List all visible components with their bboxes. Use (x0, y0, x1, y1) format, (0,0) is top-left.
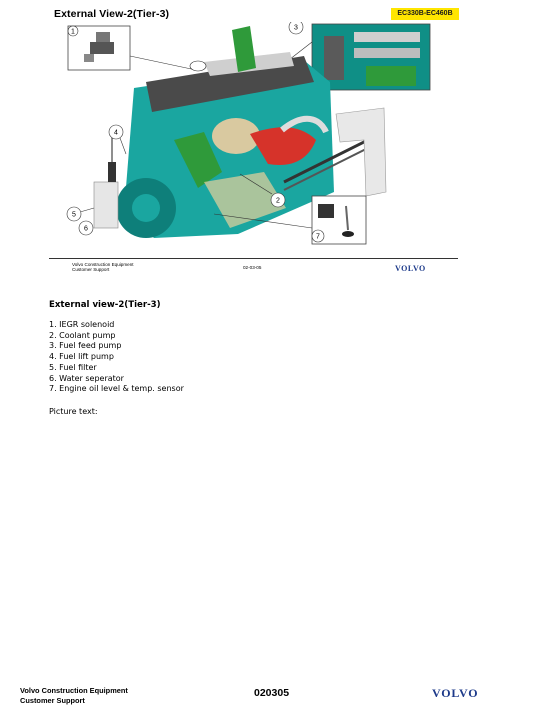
model-badge: EC330B-EC460B (391, 8, 459, 20)
svg-text:6: 6 (84, 225, 88, 233)
list-item: 5. Fuel filter (49, 362, 97, 372)
callout-5 (67, 207, 94, 221)
picture-text-label: Picture text: (49, 407, 98, 416)
slide-footer-company (72, 262, 134, 273)
callout-6 (79, 221, 93, 235)
list-item: 2. Coolant pump (49, 330, 116, 340)
callout-1 (68, 26, 78, 36)
page-footer-company (20, 686, 128, 706)
document-heading: External view-2(Tier-3) (49, 300, 161, 310)
page-footer-company-line1: Volvo Construction Equipment (20, 686, 128, 695)
svg-text:1: 1 (71, 28, 75, 36)
volvo-logo: VOLVO (432, 686, 479, 700)
svg-text:7: 7 (316, 233, 320, 241)
page-footer-company-line2: Customer Support (20, 696, 85, 705)
list-item: 4. Fuel lift pump (49, 352, 114, 362)
slide-footer-logo: VOLVO (395, 264, 426, 273)
parts-list (49, 320, 184, 395)
svg-text:4: 4 (114, 129, 118, 137)
callout-3 (289, 22, 303, 34)
slide-title: External View-2(Tier-3) (54, 8, 170, 20)
page-footer-code: 020305 (254, 687, 290, 699)
callout-7 (312, 230, 324, 242)
svg-text:5: 5 (72, 211, 76, 219)
svg-text:3: 3 (294, 24, 298, 32)
list-item: 7. Engine oil level & temp. sensor (49, 384, 184, 394)
list-item: 3. Fuel feed pump (49, 341, 122, 351)
slide-footer-company-line2: Customer Support (72, 267, 110, 273)
list-item: 6. Water seperator (49, 373, 124, 383)
svg-text:2: 2 (276, 197, 280, 205)
inset-iegr-solenoid (68, 26, 196, 70)
slide-footer-company-line1: Volvo Construction Equipment (72, 262, 134, 267)
slide-footer-divider (49, 258, 458, 259)
engine-figure (54, 22, 459, 255)
slide-footer-code: 02-03-05 (243, 265, 262, 270)
list-item: 1. IEGR solenoid (49, 320, 115, 329)
